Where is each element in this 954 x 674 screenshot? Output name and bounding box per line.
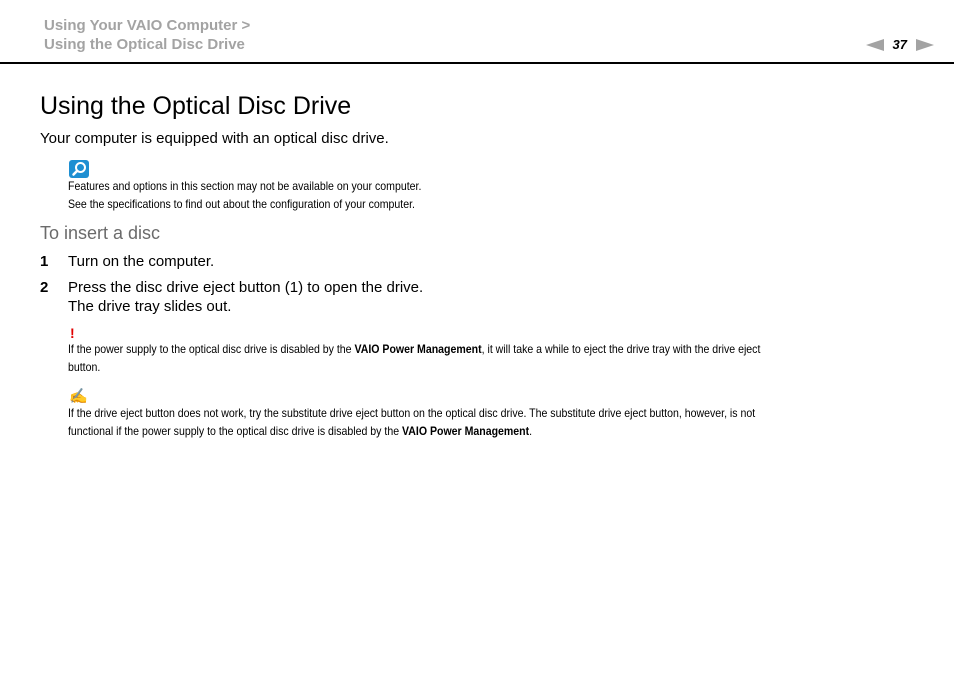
step-number: 1 (40, 253, 49, 270)
step-text: Press the disc drive eject button (1) to open the drive. (68, 279, 424, 296)
warning-text-part: , it will take a while to eject the drive tray with the drive eject (481, 342, 761, 356)
note-text (68, 178, 842, 213)
breadcrumb (44, 16, 250, 54)
previous-page-arrow-icon[interactable] (866, 39, 884, 51)
memo-pen-icon: ✍ (69, 388, 88, 405)
procedure-title: To insert a disc (40, 223, 161, 243)
step-text: Turn on the computer. (68, 253, 215, 270)
warning-text-part: If the power supply to the optical disc drive is disabled by the (68, 342, 355, 356)
step-number: 2 (40, 279, 49, 296)
breadcrumb-parent-link[interactable]: Using Your VAIO Computer > (44, 17, 251, 34)
page-title: Using the Optical Disc Drive (40, 92, 352, 120)
memo-text (68, 405, 913, 440)
memo-bold-term: VAIO Power Management (402, 423, 530, 438)
header-divider (0, 62, 954, 64)
warning-exclamation-icon: ! (70, 325, 75, 341)
warning-text (68, 341, 913, 376)
next-page-arrow-icon[interactable] (916, 39, 934, 51)
warning-line (68, 341, 913, 359)
warning-line: button. (68, 359, 101, 374)
memo-text-part: . (529, 423, 533, 438)
note-line: Features and options in this section may not be available on your computer. (68, 179, 422, 193)
note-line: See the specifications to find out about the configuration of your computer. (68, 196, 415, 211)
step-subtext: The drive tray slides out. (68, 298, 232, 315)
warning-bold-term: VAIO Power Management (354, 342, 482, 356)
magnifier-icon (69, 160, 89, 178)
memo-line: If the drive eject button does not work, try the substitute drive eject button on the optical disc drive. The substitute drive eject button, however, is not (68, 406, 756, 420)
page-navigation (866, 37, 934, 52)
memo-text-part: functional if the power supply to the optical disc drive is disabled by the (68, 423, 403, 438)
intro-text: Your computer is equipped with an optical disc drive. (40, 130, 389, 147)
page-number: 37 (892, 37, 907, 52)
memo-line (68, 423, 913, 441)
breadcrumb-current[interactable]: Using the Optical Disc Drive (44, 36, 245, 53)
